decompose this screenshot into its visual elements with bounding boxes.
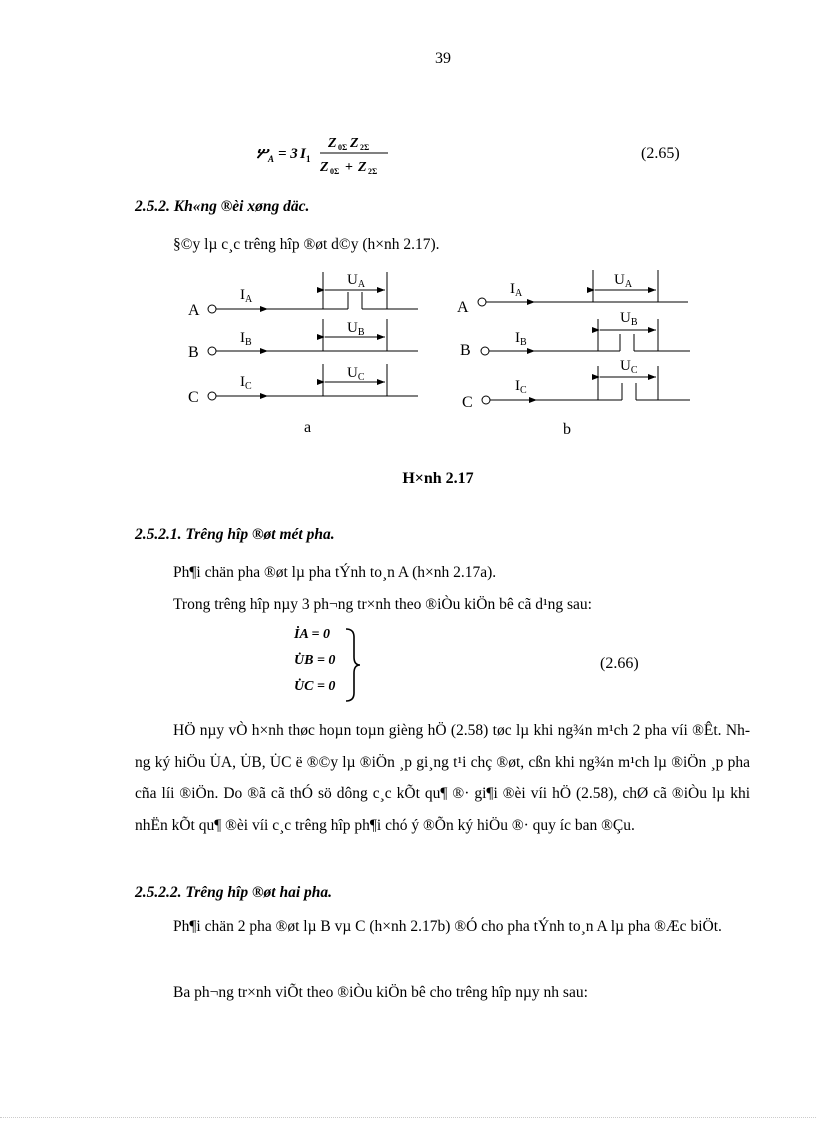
section-heading-2-5-2: 2.5.2. Kh«ng ®èi xøng däc. <box>135 198 310 215</box>
phase-c-label-b: C <box>462 394 473 411</box>
svg-text:ሦ: ሦ <box>256 146 268 162</box>
svg-text:Z: Z <box>320 160 329 175</box>
equation-2-65-formula <box>252 132 402 182</box>
voltage-a-label-a: $U_A$ <box>347 272 366 290</box>
phase-b-label-b: B <box>460 342 471 359</box>
svg-text:Z: Z <box>328 136 337 151</box>
svg-text:I: I <box>300 146 306 162</box>
svg-text:Z: Z <box>358 160 367 175</box>
equation-number: (2.65) <box>641 145 680 162</box>
svg-text:1: 1 <box>306 154 311 164</box>
panel-a-label: a <box>304 419 312 436</box>
page-number: 39 <box>435 50 451 67</box>
equation-number: (2.66) <box>600 655 639 672</box>
phase-a-label-b: A <box>457 299 469 316</box>
svg-text:= 3: = 3 <box>278 146 298 162</box>
current-b-label-b: $I_B$ <box>515 330 527 348</box>
voltage-b-label-b: $U_B$ <box>620 310 638 328</box>
page-bottom-rule <box>0 1117 816 1118</box>
panel-a-circuit <box>188 272 418 436</box>
svg-text:0Σ: 0Σ <box>338 143 348 152</box>
svg-text:2Σ: 2Σ <box>368 167 378 176</box>
current-a-label-b: $I_A$ <box>510 281 523 299</box>
equation-line-2: U̇B = 0 <box>294 653 336 668</box>
equation-system-2-66 <box>290 625 690 705</box>
svg-text:2Σ: 2Σ <box>360 143 370 152</box>
figure-caption: H×nh 2.17 <box>402 470 474 487</box>
svg-text:Z: Z <box>350 136 359 151</box>
svg-text:A: A <box>268 154 275 164</box>
panel-b-label: b <box>563 421 571 437</box>
phase-a-label-a: A <box>188 302 200 319</box>
paragraph-2-5-2-1-p3: HÖ nµy vÒ h×nh thøc hoµn toµn gièng hÖ (2.58) tøc lµ khi ng¾n m¹ch 2 pha víi ®Êt. Nhng ký hiÖu U̇A, U̇B, U̇C ë ®©y lµ ®iÖn ¸p gi¸ng t¹i chç ®øt, cßn khi ng¾n m¹ch lµ ®iÖn ¸p pha cña líi ®iÖn. Do ®ã cã thÓ sö dông c¸c kÕt qu¶ ®· gi¶i ®èi víi hÖ (2.58), chØ cã ®iÒu lµ khi nhËn kÕt qu¶ ®èi víi c¸c trêng hîp ph¶i chó ý ®Õn ký hiÖu ®· quy íc ban ®Çu. <box>135 722 750 834</box>
paragraph-2-5-2-2-p1: Ph¶i chän 2 pha ®øt lµ B vµ C (h×nh 2.17b) ®Ó cho pha tÝnh to¸n A lµ pha ®Æc biÖt. <box>173 918 722 935</box>
current-c-label-a: $I_C$ <box>240 374 252 392</box>
voltage-c-label-b: $U_C$ <box>620 358 638 376</box>
equation-line-3: U̇C = 0 <box>294 679 336 694</box>
svg-text:0Σ: 0Σ <box>330 167 340 176</box>
voltage-c-label-a: $U_C$ <box>347 365 365 383</box>
right-brace <box>344 625 364 705</box>
paragraph-2-5-2-2-p2: Ba ph¬ng tr×nh viÕt theo ®iÒu kiÖn bê cho trêng hîp nµy nh sau: <box>173 984 588 1001</box>
phase-c-label-a: C <box>188 389 199 406</box>
figure-2-17 <box>180 262 740 437</box>
paragraph-2-5-2-1-p2: Trong trêng hîp nµy 3 ph¬ng tr×nh theo ®iÒu kiÖn bê cã d¹ng sau: <box>173 596 592 613</box>
current-a-label-a: $I_A$ <box>240 287 253 305</box>
phase-b-label-a: B <box>188 344 199 361</box>
section-heading-2-5-2-1: 2.5.2.1. Trêng hîp ®øt mét pha. <box>135 526 335 543</box>
paragraph-intro: §©y lµ c¸c trêng hîp ®øt d©y (h×nh 2.17). <box>173 236 440 253</box>
current-c-label-b: $I_C$ <box>515 378 527 396</box>
panel-b-circuit <box>457 270 690 437</box>
voltage-a-label-b: $U_A$ <box>614 272 633 290</box>
svg-text:+: + <box>345 160 353 175</box>
equation-2-65 <box>252 132 712 182</box>
current-b-label-a: $I_B$ <box>240 330 252 348</box>
paragraph-2-5-2-1-p1: Ph¶i chän pha ®øt lµ pha tÝnh to¸n A (h×nh 2.17a). <box>173 564 497 581</box>
section-heading-2-5-2-2: 2.5.2.2. Trêng hîp ®øt hai pha. <box>135 884 333 901</box>
voltage-b-label-a: $U_B$ <box>347 320 365 338</box>
equation-line-1: İA = 0 <box>294 627 330 642</box>
